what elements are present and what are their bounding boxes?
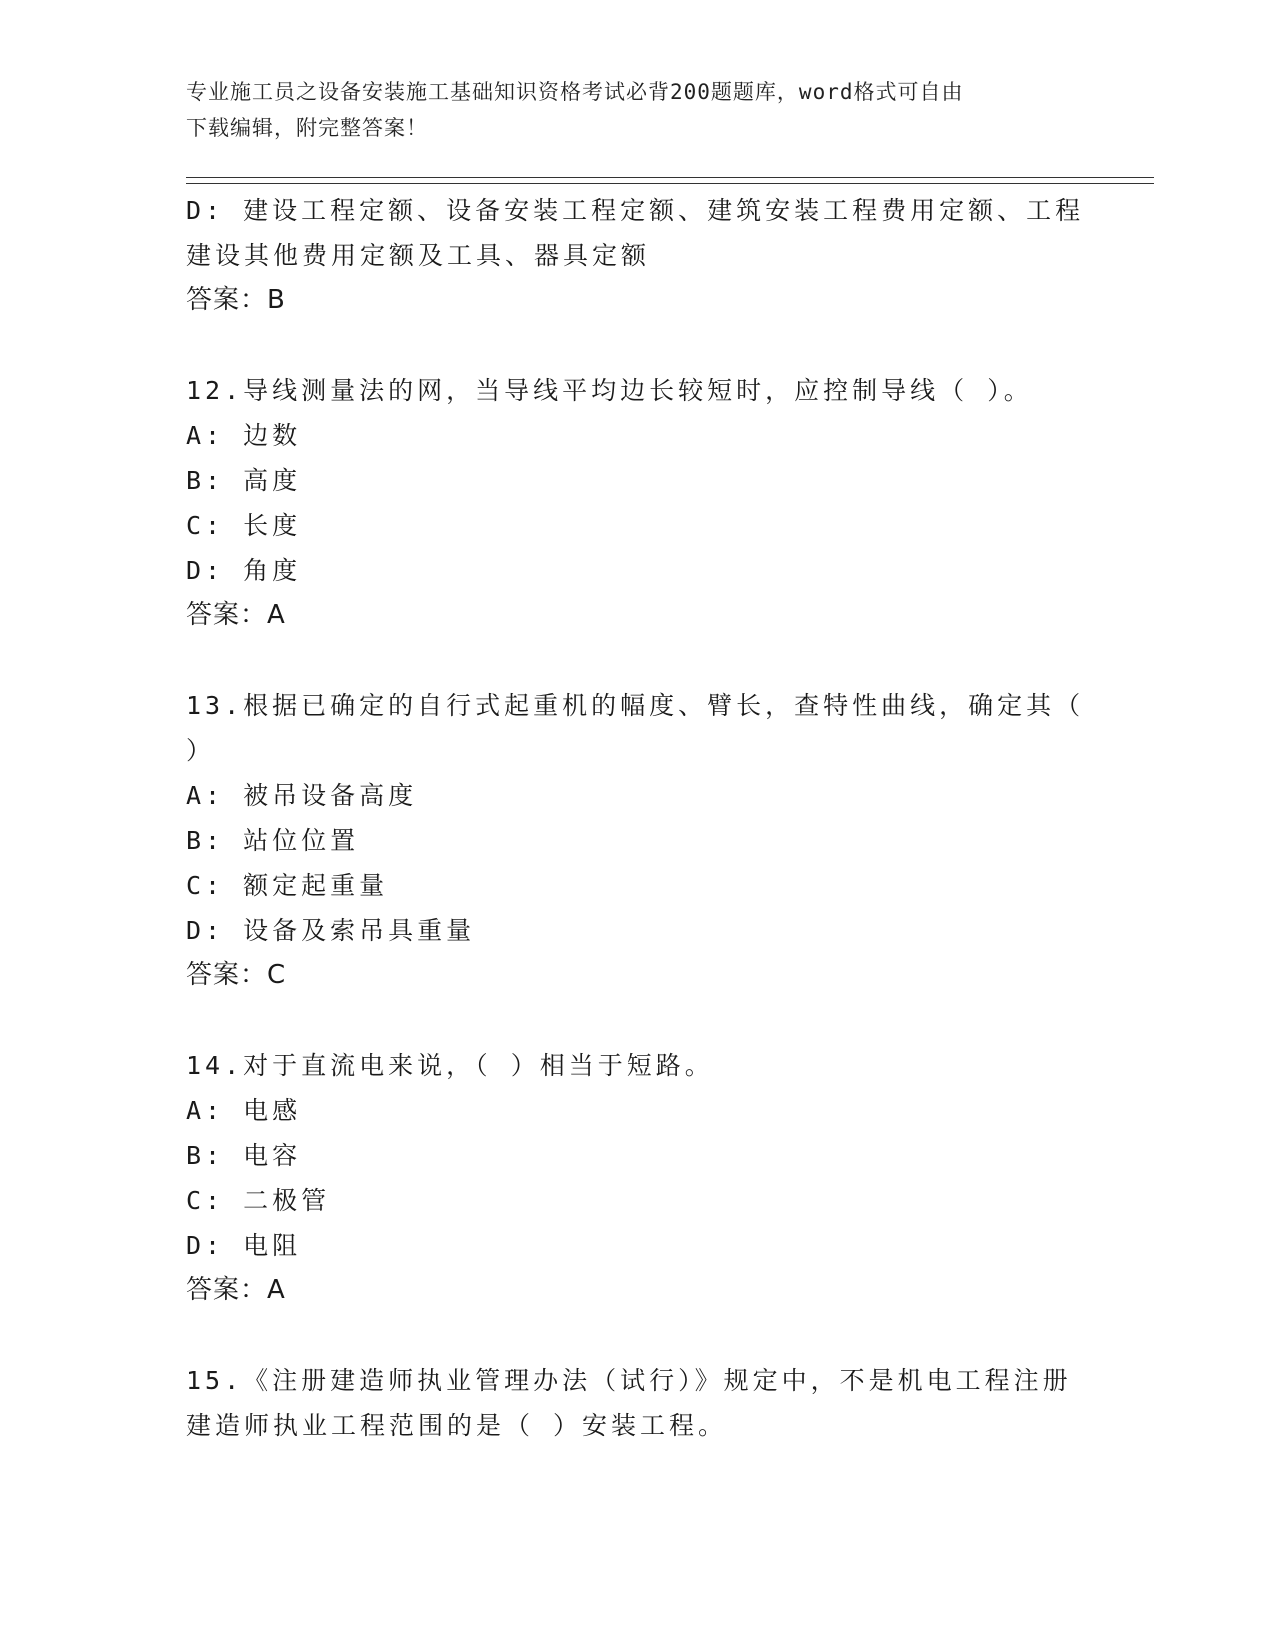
option-d: D: 建设工程定额、设备安装工程定额、建筑安装工程费用定额、工程 [186, 196, 1085, 225]
question-stem: 14.对于直流电来说，（ ）相当于短路。 [186, 1051, 714, 1080]
option-d: D: 角度 [186, 556, 302, 585]
answer: 答案：C [186, 960, 287, 990]
document-header [186, 74, 1066, 146]
header-title-line-1: 专业施工员之设备安装施工基础知识资格考试必背200题题库，word格式可自由 [186, 80, 964, 104]
header-divider [186, 177, 1154, 184]
question-12 [186, 368, 1086, 638]
question-stem: 12.导线测量法的网，当导线平均边长较短时，应控制导线（ ）。 [186, 376, 1033, 405]
option-b: B: 高度 [186, 466, 302, 495]
question-13 [186, 683, 1086, 998]
answer: 答案：A [186, 1275, 286, 1305]
answer: 答案：B [186, 285, 286, 315]
option-b: B: 站位位置 [186, 826, 360, 855]
answer: 答案：A [186, 600, 286, 630]
option-c: C: 长度 [186, 511, 302, 540]
question-stem: 13.根据已确定的自行式起重机的幅度、臂长，查特性曲线，确定其（ [186, 691, 1085, 720]
option-a: A: 边数 [186, 421, 302, 450]
question-list [186, 188, 1086, 1448]
option-d: D: 电阻 [186, 1231, 302, 1260]
question-stem-continued: 建造师执业工程范围的是（ ）安装工程。 [186, 1411, 728, 1440]
question-stem-continued: ） [186, 736, 216, 765]
option-c: C: 二极管 [186, 1186, 331, 1215]
option-a: A: 电感 [186, 1096, 302, 1125]
option-b: B: 电容 [186, 1141, 302, 1170]
question-stem: 15.《注册建造师执业管理办法（试行）》规定中，不是机电工程注册 [186, 1366, 1072, 1395]
question-14 [186, 1043, 1086, 1313]
option-d-continued: 建设其他费用定额及工具、器具定额 [186, 241, 651, 270]
header-title-line-2: 下载编辑，附完整答案！ [186, 116, 428, 140]
option-a: A: 被吊设备高度 [186, 781, 418, 810]
option-c: C: 额定起重量 [186, 871, 389, 900]
question-15 [186, 1358, 1086, 1448]
option-d: D: 设备及索吊具重量 [186, 916, 476, 945]
continued-question [186, 188, 1086, 323]
